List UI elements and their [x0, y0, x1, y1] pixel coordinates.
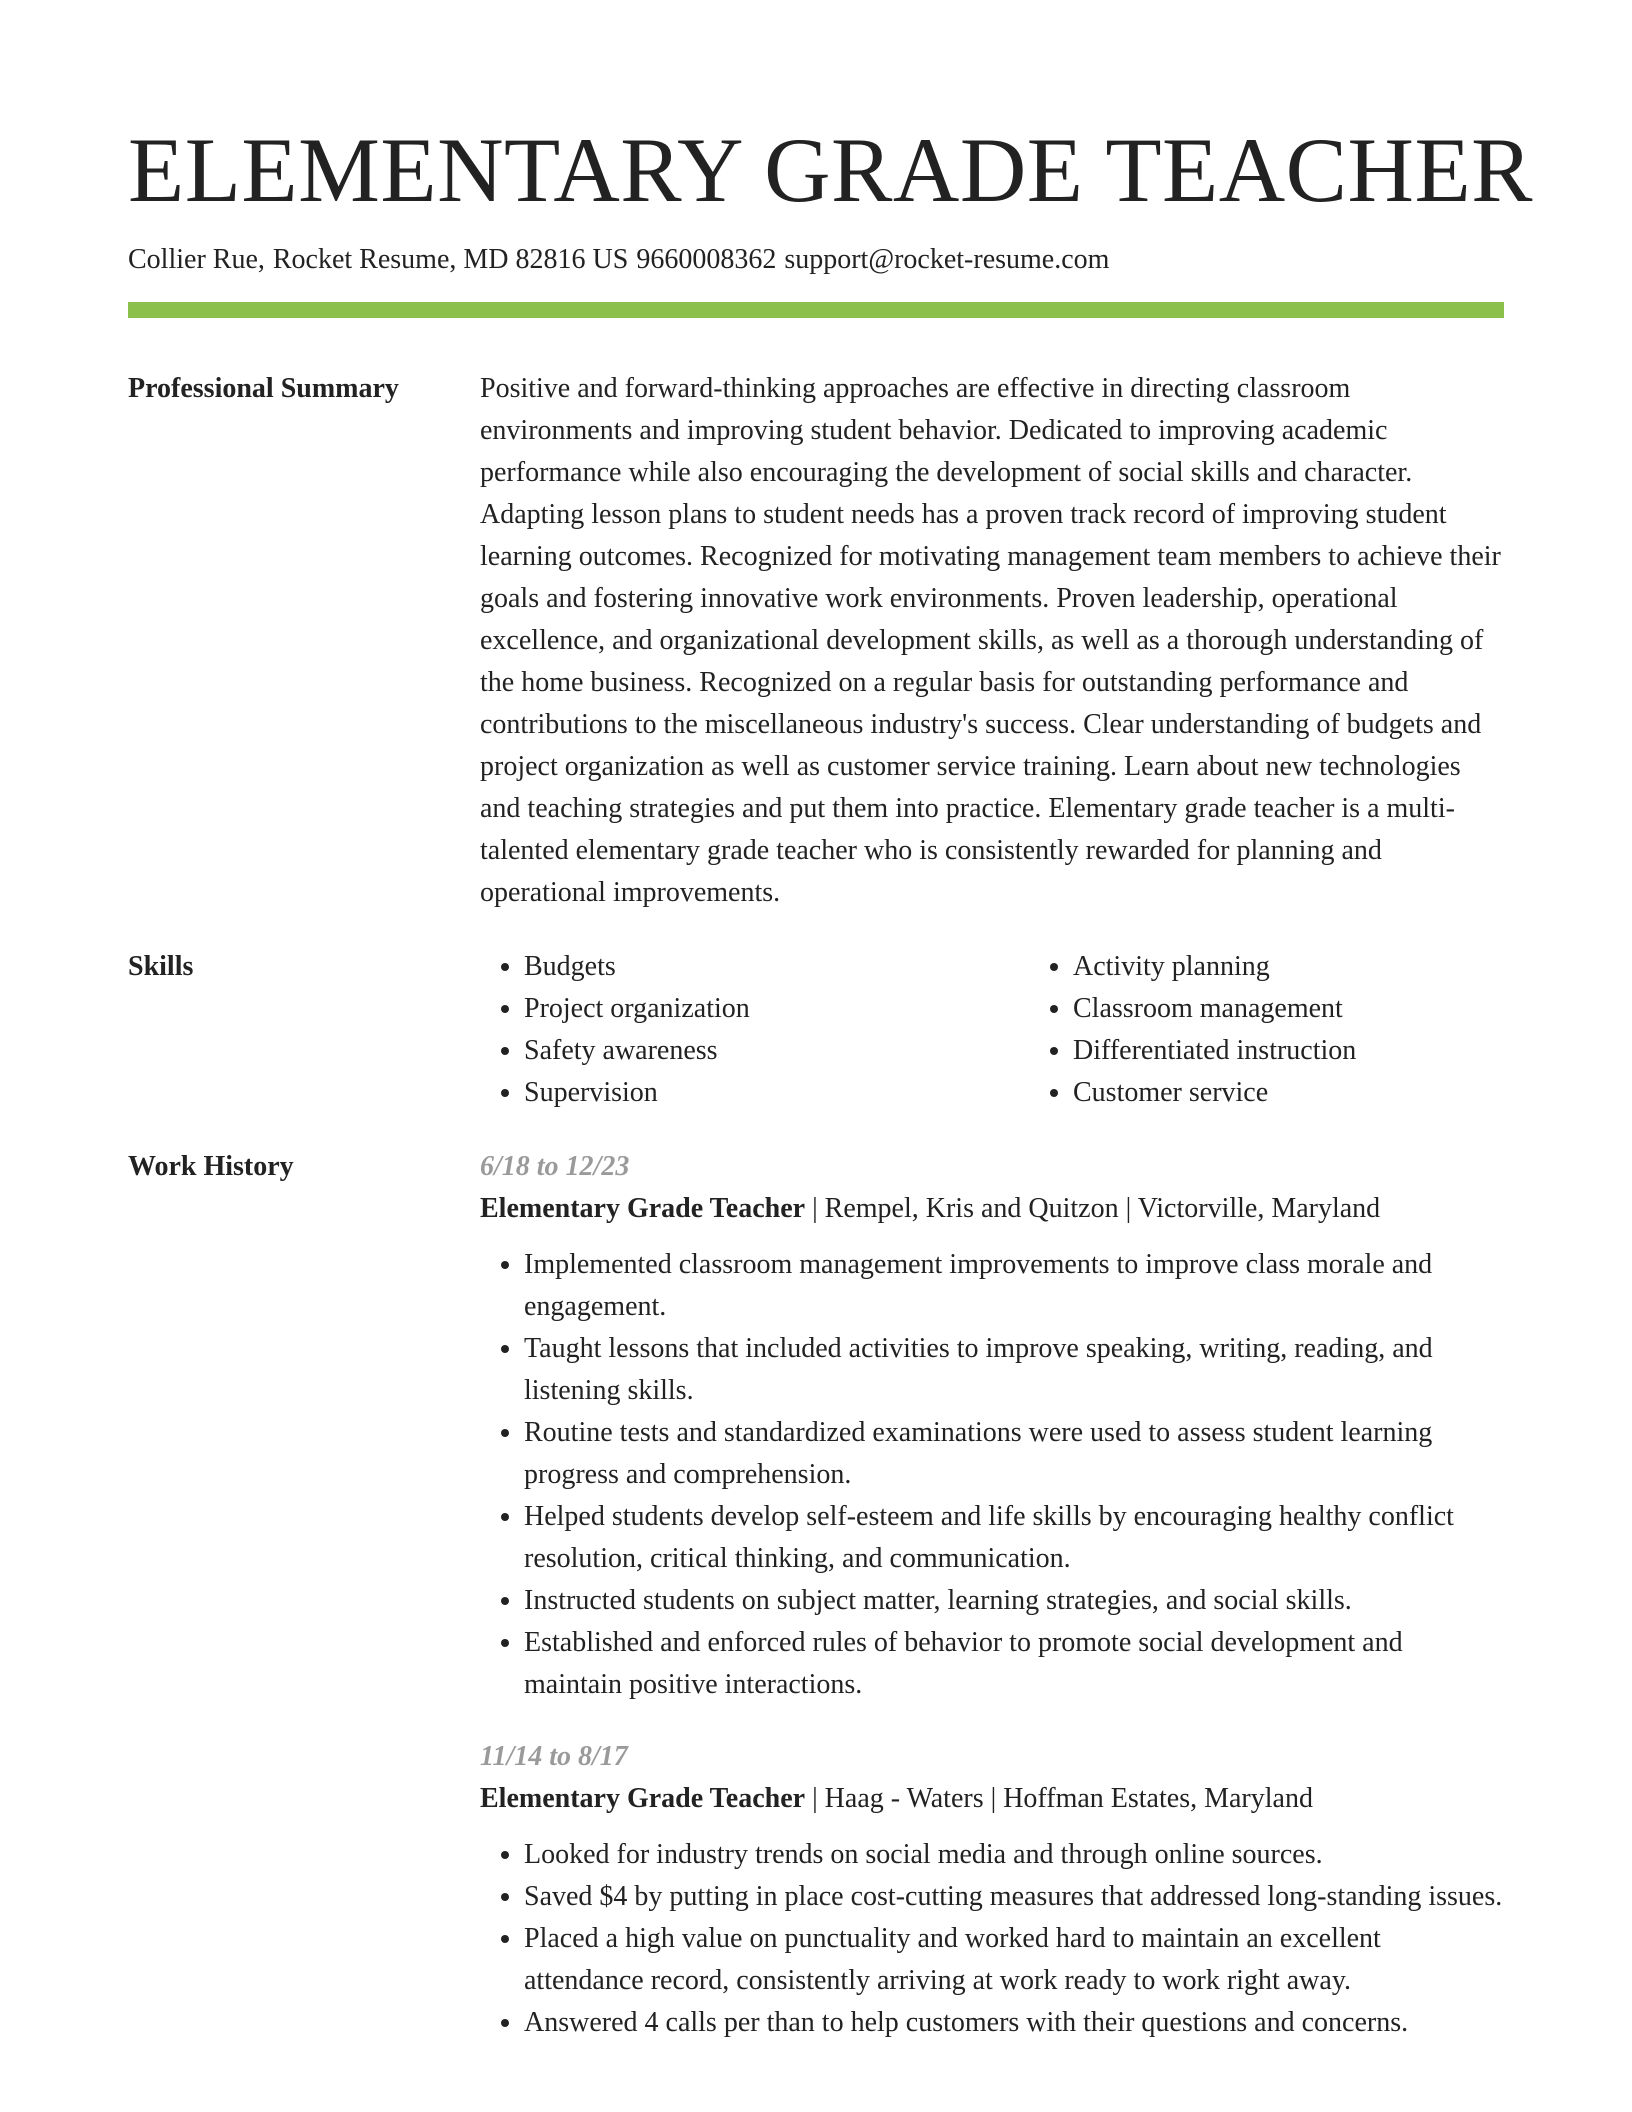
skill-item: • Activity planning	[1073, 946, 1578, 988]
job-details: | Rempel, Kris and Quitzon | Victorville, Maryland	[805, 1193, 1381, 1224]
summary-heading: Professional Summary	[128, 373, 399, 404]
contact-email[interactable]: support@rocket-resume.com	[784, 244, 1110, 275]
job-bullet: • Saved $4 by putting in place cost-cutting measures that addressed long-standing issues.	[524, 1876, 1504, 1918]
job-entry	[480, 1146, 1504, 1706]
job-dates: 6/18 to 12/23	[480, 1151, 630, 1182]
skills-heading: Skills	[128, 951, 194, 982]
job-details: | Haag - Waters | Hoffman Estates, Maryland	[805, 1783, 1313, 1814]
summary-section	[128, 368, 1504, 914]
job-bullet: • Looked for industry trends on social media and through online sources.	[524, 1834, 1504, 1876]
skills-grid	[480, 946, 1578, 1114]
skills-section	[128, 946, 1504, 1114]
skill-item: • Supervision	[524, 1072, 1029, 1114]
job-bullet: • Implemented classroom management improvements to improve class morale and engagement.	[524, 1244, 1504, 1328]
job-title: Elementary Grade Teacher	[480, 1783, 806, 1814]
job-title-line	[480, 1778, 1504, 1820]
summary-text: Positive and forward-thinking approaches are effective in directing classroom environments and improving student behavior. Dedicated to improving academic performance while also encouraging the development of social skills and character. Adapting lesson plans to student needs has a proven track record of improving student learning outcomes. Recognized for motivating management team members to achieve their goals and fostering innovative work environments. Proven leadership, operational excellence, and organizational development skills, as well as a thorough understanding of the home business. Recognized on a regular basis for outstanding performance and contributions to the miscellaneous industry's success. Clear understanding of budgets and project organization as well as customer service training. Learn about new technologies and teaching strategies and put them into practice. Elementary grade teacher is a multi-talented elementary grade teacher who is consistently rewarded for planning and operational improvements.	[480, 373, 1501, 908]
candidate-title: ELEMENTARY GRADE TEACHER	[128, 119, 1534, 221]
job-title: Elementary Grade Teacher	[480, 1193, 806, 1224]
skills-list-left	[480, 946, 1029, 1114]
job-bullet: • Instructed students on subject matter, learning strategies, and social skills.	[524, 1580, 1504, 1622]
job-dates: 11/14 to 8/17	[480, 1741, 628, 1772]
job-entry	[480, 1736, 1504, 2044]
work-history-body	[480, 1146, 1504, 2044]
job-bullet: • Established and enforced rules of behavior to promote social development and maintain positive interactions.	[524, 1622, 1504, 1706]
contact-phone: 9660008362	[636, 244, 777, 275]
skill-item: • Safety awareness	[524, 1030, 1029, 1072]
job-bullet: • Placed a high value on punctuality and worked hard to maintain an excellent attendance record, consistently arriving at work ready to work right away.	[524, 1918, 1504, 2002]
skill-item: • Classroom management	[1073, 988, 1578, 1030]
contact-city: Rocket Resume, MD 82816 US	[272, 244, 629, 275]
skill-item: • Customer service	[1073, 1072, 1578, 1114]
work-history-heading: Work History	[128, 1151, 294, 1182]
job-bullet: • Answered 4 calls per than to help customers with their questions and concerns.	[524, 2002, 1504, 2044]
job-bullet: • Taught lessons that included activities to improve speaking, writing, reading, and listening skills.	[524, 1328, 1504, 1412]
skill-item: • Differentiated instruction	[1073, 1030, 1578, 1072]
job-bullet: • Helped students develop self-esteem and life skills by encouraging healthy conflict resolution, critical thinking, and communication.	[524, 1496, 1504, 1580]
summary-body	[480, 368, 1504, 914]
job-bullets	[480, 1834, 1504, 2044]
contact-line	[128, 242, 1504, 278]
work-history-section	[128, 1146, 1504, 2044]
skill-item: • Budgets	[524, 946, 1029, 988]
skills-list-right	[1029, 946, 1578, 1114]
skill-item: • Project organization	[524, 988, 1029, 1030]
job-bullet: • Routine tests and standardized examinations were used to assess student learning progress and comprehension.	[524, 1412, 1504, 1496]
job-title-line	[480, 1188, 1504, 1230]
accent-divider	[128, 302, 1504, 318]
contact-street: Collier Rue,	[128, 244, 265, 275]
job-bullets	[480, 1244, 1504, 1706]
